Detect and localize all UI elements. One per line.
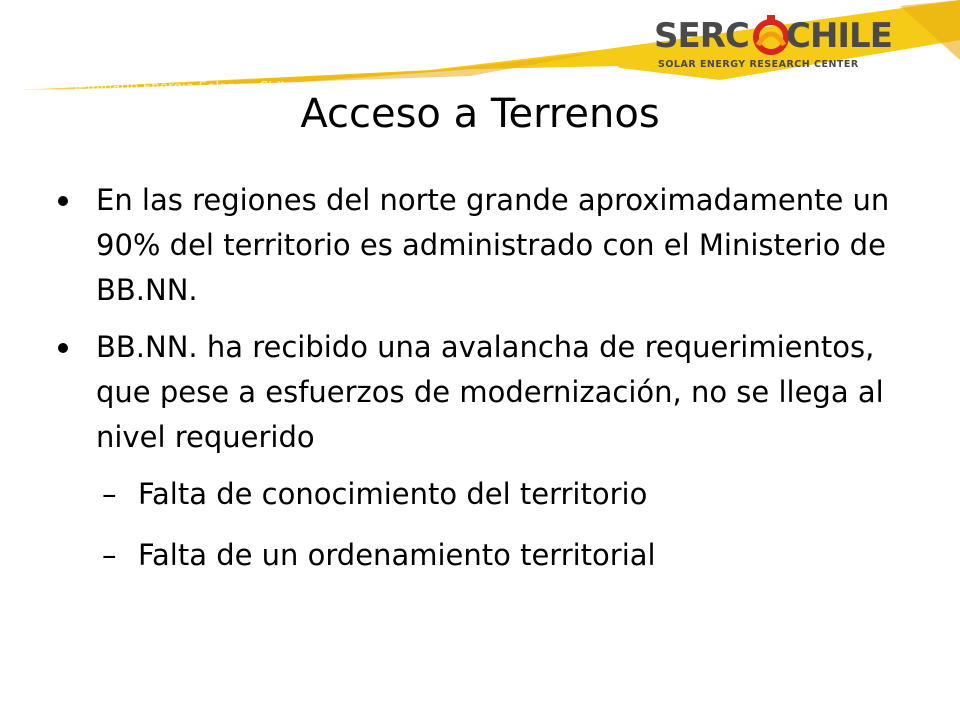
- dash-icon: –: [102, 538, 117, 572]
- sub-bullet-text: Falta de conocimiento del territorio: [138, 477, 648, 511]
- bullet-item: [58, 325, 918, 460]
- bullet-text: En las regiones del norte grande aproximadamente un 90% del territorio es administrado con el Ministerio de BB.NN.: [96, 183, 890, 307]
- bullet-item: [58, 178, 918, 313]
- logo-text-serc: SERC: [654, 16, 749, 56]
- serc-chile-logo: [648, 14, 892, 76]
- sub-bullet-text: Falta de un ordenamiento territorial: [138, 538, 656, 572]
- dash-icon: –: [102, 477, 117, 511]
- sub-bullet-item: [58, 472, 918, 517]
- bullet-dot-icon: [58, 196, 68, 206]
- logo-text-chile: CHILE: [786, 16, 892, 56]
- logo-subtitle: SOLAR ENERGY RESEARCH CENTER: [658, 59, 859, 70]
- bullet-dot-icon: [58, 343, 68, 353]
- bullet-text: BB.NN. ha recibido una avalancha de requerimientos, que pese a esfuerzos de modernización, no se llega al nivel requerido: [96, 330, 884, 454]
- sub-bullet-item: [58, 533, 918, 578]
- slide-content: [58, 178, 918, 594]
- banner-faint-text: Seminario Energía Solar en Chile: [70, 80, 294, 95]
- slide-title: Acceso a Terrenos: [300, 91, 660, 137]
